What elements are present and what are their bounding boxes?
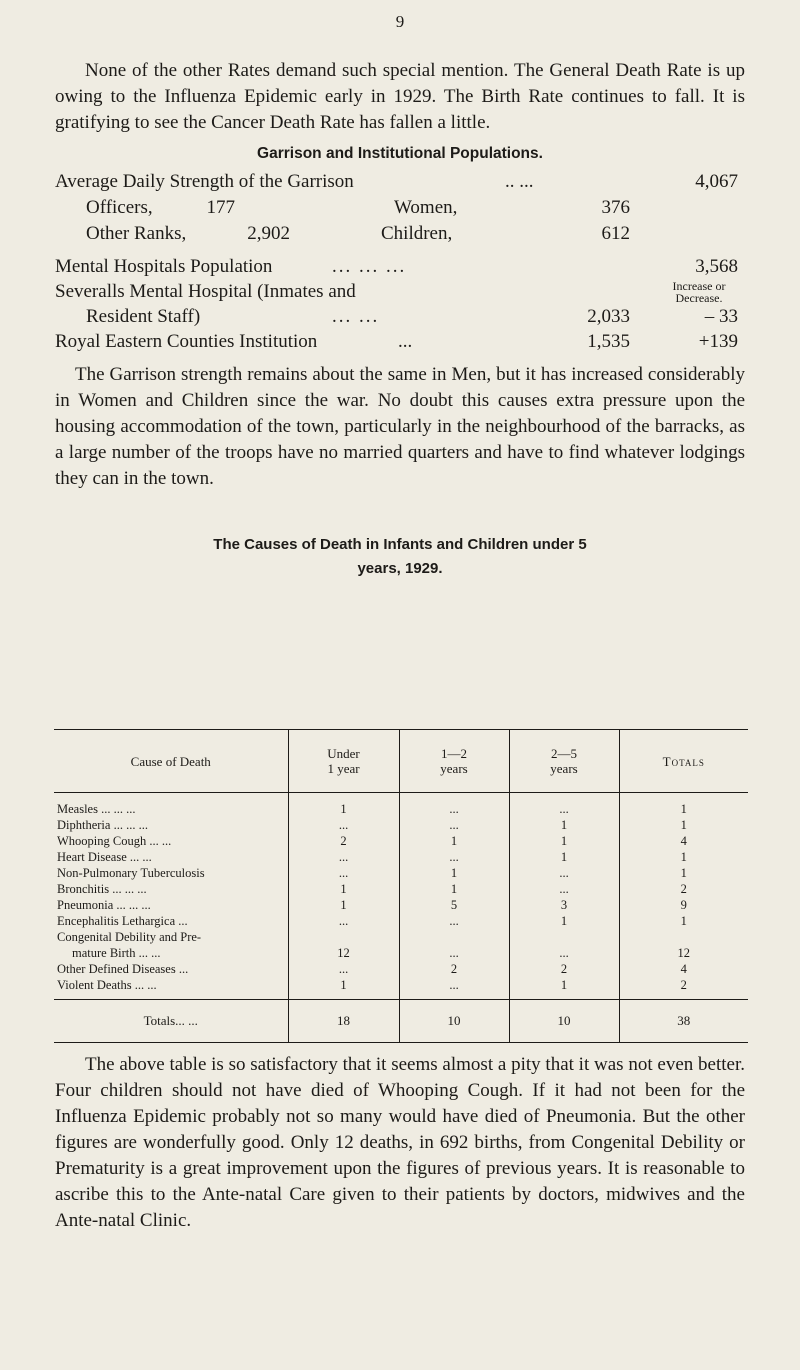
cell-cause: Whooping Cough ... ... (57, 834, 172, 848)
cell-under1: ... (288, 865, 399, 881)
cell-y12: ... (399, 849, 509, 865)
cell-y25: ... (509, 865, 619, 881)
cell-cause: Pneumonia ... ... ... (57, 898, 151, 912)
severalls-label-line1: Severalls Mental Hospital (Inmates and (55, 281, 356, 302)
totals-row (54, 1000, 748, 1043)
cell-y12: ... (399, 817, 509, 833)
cell-total: 9 (619, 897, 748, 913)
cell-cause: Congenital Debility and Pre- (57, 930, 202, 944)
cell-cause: mature Birth ... ... (72, 946, 161, 960)
header-y25-line1: 2—5 (551, 746, 577, 761)
header-y12-line2: years (440, 761, 468, 776)
table-row (54, 865, 748, 881)
header-under1-line2: 1 year (327, 761, 360, 776)
severalls-label-line2: Resident Staff) (86, 306, 201, 327)
cell-under1: 1 (288, 793, 399, 818)
cell-y25: ... (509, 793, 619, 818)
header-y12-line1: 1—2 (441, 746, 467, 761)
cell-y25: 1 (509, 977, 619, 1000)
garrison-heading: Garrison and Institutional Populations. (257, 145, 543, 162)
cell-cause: Heart Disease ... ... (57, 850, 152, 864)
avg-strength-value: 4,067 (695, 171, 738, 192)
cell-total: 4 (619, 833, 748, 849)
table-row (54, 897, 748, 913)
cell-y25: ... (509, 945, 619, 961)
change-header-line2: Decrease. (675, 291, 723, 305)
cell-under1 (288, 929, 399, 945)
causes-of-death-table (54, 729, 748, 1043)
cell-cause: Encephalitis Lethargica ... (57, 914, 188, 928)
cell-under1: ... (288, 961, 399, 977)
cell-cause: Diphtheria ... ... ... (57, 818, 148, 832)
royal-eastern-dots: ... (398, 331, 413, 352)
table-row (54, 833, 748, 849)
header-cause (54, 730, 288, 793)
garrison-paragraph: The Garrison strength remains about the same in Men, but it has increased considerably in Women and Children since the war. No doubt this causes extra pressure upon the housing accommodation of the town, particularly in the neighbourhood of the barracks, as a large number of the troops have no married quarters and have to find whatever lodgings they can in the town. (55, 364, 745, 489)
mental-hospitals-value: 3,568 (695, 256, 738, 277)
cell-cause: Violent Deaths ... ... (57, 978, 157, 992)
totals-total: 38 (619, 1000, 748, 1043)
royal-eastern-label: Royal Eastern Counties Institution (55, 331, 318, 352)
cell-y12: ... (399, 793, 509, 818)
cell-y12: ... (399, 913, 509, 929)
cell-y25: 1 (509, 817, 619, 833)
mental-hospitals-dots: ... ... ... (332, 256, 407, 277)
header-y25-line2: years (550, 761, 578, 776)
cell-total: 1 (619, 793, 748, 818)
header-cause-label: Cause of Death (130, 753, 211, 769)
closing-paragraph: The above table is so satisfactory that it seems almost a pity that it was not even better. Four children should not have died of Whooping Cough. If it had not been for the Influenza Epidemic probably not so many would have died of Pneumonia. But the other figures are wonderfully good. Only 12 deaths, in 692 births, from Congenital Debility or Prematurity is a great improvement upon the figures of previous years. It is reasonable to ascribe this to the Ante-natal Care given to their patients by doctors, midwives and the Ante-natal Clinic. (55, 1054, 745, 1231)
avg-strength-label: Average Daily Strength of the Garrison (55, 171, 354, 192)
table-row (54, 913, 748, 929)
page-number: 9 (395, 12, 405, 31)
cell-under1: ... (288, 913, 399, 929)
table-row (54, 881, 748, 897)
royal-eastern-value: 1,535 (587, 331, 630, 352)
header-2-5-years (509, 730, 619, 793)
cell-total: 2 (619, 977, 748, 1000)
cell-under1: 2 (288, 833, 399, 849)
header-under-1-year (288, 730, 399, 793)
header-totals-label: Totals (662, 753, 705, 769)
cell-y25: 3 (509, 897, 619, 913)
royal-eastern-change: +139 (698, 331, 738, 352)
women-value: 376 (601, 197, 630, 218)
cell-cause: Bronchitis ... ... ... (57, 882, 147, 896)
cell-y25: 1 (509, 849, 619, 865)
cell-y12: 1 (399, 833, 509, 849)
table-row (54, 849, 748, 865)
cell-under1: ... (288, 849, 399, 865)
other-ranks-label: Other Ranks, (86, 223, 187, 244)
children-value: 612 (601, 223, 630, 244)
totals-under1: 18 (288, 1000, 399, 1043)
cell-y25: 1 (509, 913, 619, 929)
header-totals (619, 730, 748, 793)
severalls-change: – 33 (704, 306, 738, 327)
cell-y12: 1 (399, 865, 509, 881)
cell-y12: 1 (399, 881, 509, 897)
avg-strength-dots: .. ... (505, 171, 534, 192)
cell-total: 1 (619, 849, 748, 865)
table-header-row (54, 730, 748, 793)
cell-y25: 2 (509, 961, 619, 977)
table-row (54, 929, 748, 945)
cell-total: 1 (619, 817, 748, 833)
cell-y12 (399, 929, 509, 945)
cell-y25 (509, 929, 619, 945)
header-1-2-years (399, 730, 509, 793)
totals-y12: 10 (399, 1000, 509, 1043)
cell-y25: 1 (509, 833, 619, 849)
table-row (54, 793, 748, 818)
change-header-line1: Increase or (672, 279, 726, 293)
severalls-value: 2,033 (587, 306, 630, 327)
totals-y25: 10 (509, 1000, 619, 1043)
totals-label: Totals... ... (54, 1000, 288, 1043)
cell-y12: 5 (399, 897, 509, 913)
mental-hospitals-label: Mental Hospitals Population (55, 256, 273, 277)
cell-total: 1 (619, 913, 748, 929)
cell-under1: 1 (288, 977, 399, 1000)
cell-under1: 1 (288, 897, 399, 913)
cell-y25: ... (509, 881, 619, 897)
table-row (54, 977, 748, 1000)
cell-under1: 12 (288, 945, 399, 961)
table-row (54, 817, 748, 833)
header-under1-line1: Under (327, 746, 360, 761)
cell-y12: ... (399, 945, 509, 961)
cell-y12: ... (399, 977, 509, 1000)
officers-value: 177 (206, 197, 235, 218)
intro-paragraph: None of the other Rates demand such special mention. The General Death Rate is up owing to the Influenza Epidemic early in 1929. The Birth Rate continues to fall. It is gratifying to see the Cancer Death Rate has fallen a little. (55, 60, 745, 133)
women-label: Women, (394, 197, 458, 218)
other-ranks-value: 2,902 (247, 223, 290, 244)
causes-heading-line1: The Causes of Death in Infants and Children under 5 (213, 536, 587, 553)
cell-cause: Other Defined Diseases ... (57, 962, 189, 976)
cell-y12: 2 (399, 961, 509, 977)
table-row (54, 961, 748, 977)
cell-total: 4 (619, 961, 748, 977)
children-label: Children, (381, 223, 453, 244)
table-row (54, 945, 748, 961)
officers-label: Officers, (86, 197, 153, 218)
causes-heading (40, 533, 760, 581)
severalls-dots: ... ... (332, 306, 380, 327)
causes-heading-line2: years, 1929. (357, 560, 443, 577)
cell-cause: Non-Pulmonary Tuberculosis (57, 866, 205, 880)
cell-total: 2 (619, 881, 748, 897)
cell-total: 1 (619, 865, 748, 881)
cell-under1: ... (288, 817, 399, 833)
cell-total: 12 (619, 945, 748, 961)
change-column-header (656, 280, 742, 304)
cell-cause: Measles ... ... ... (57, 802, 136, 816)
cell-total (619, 929, 748, 945)
cell-under1: 1 (288, 881, 399, 897)
